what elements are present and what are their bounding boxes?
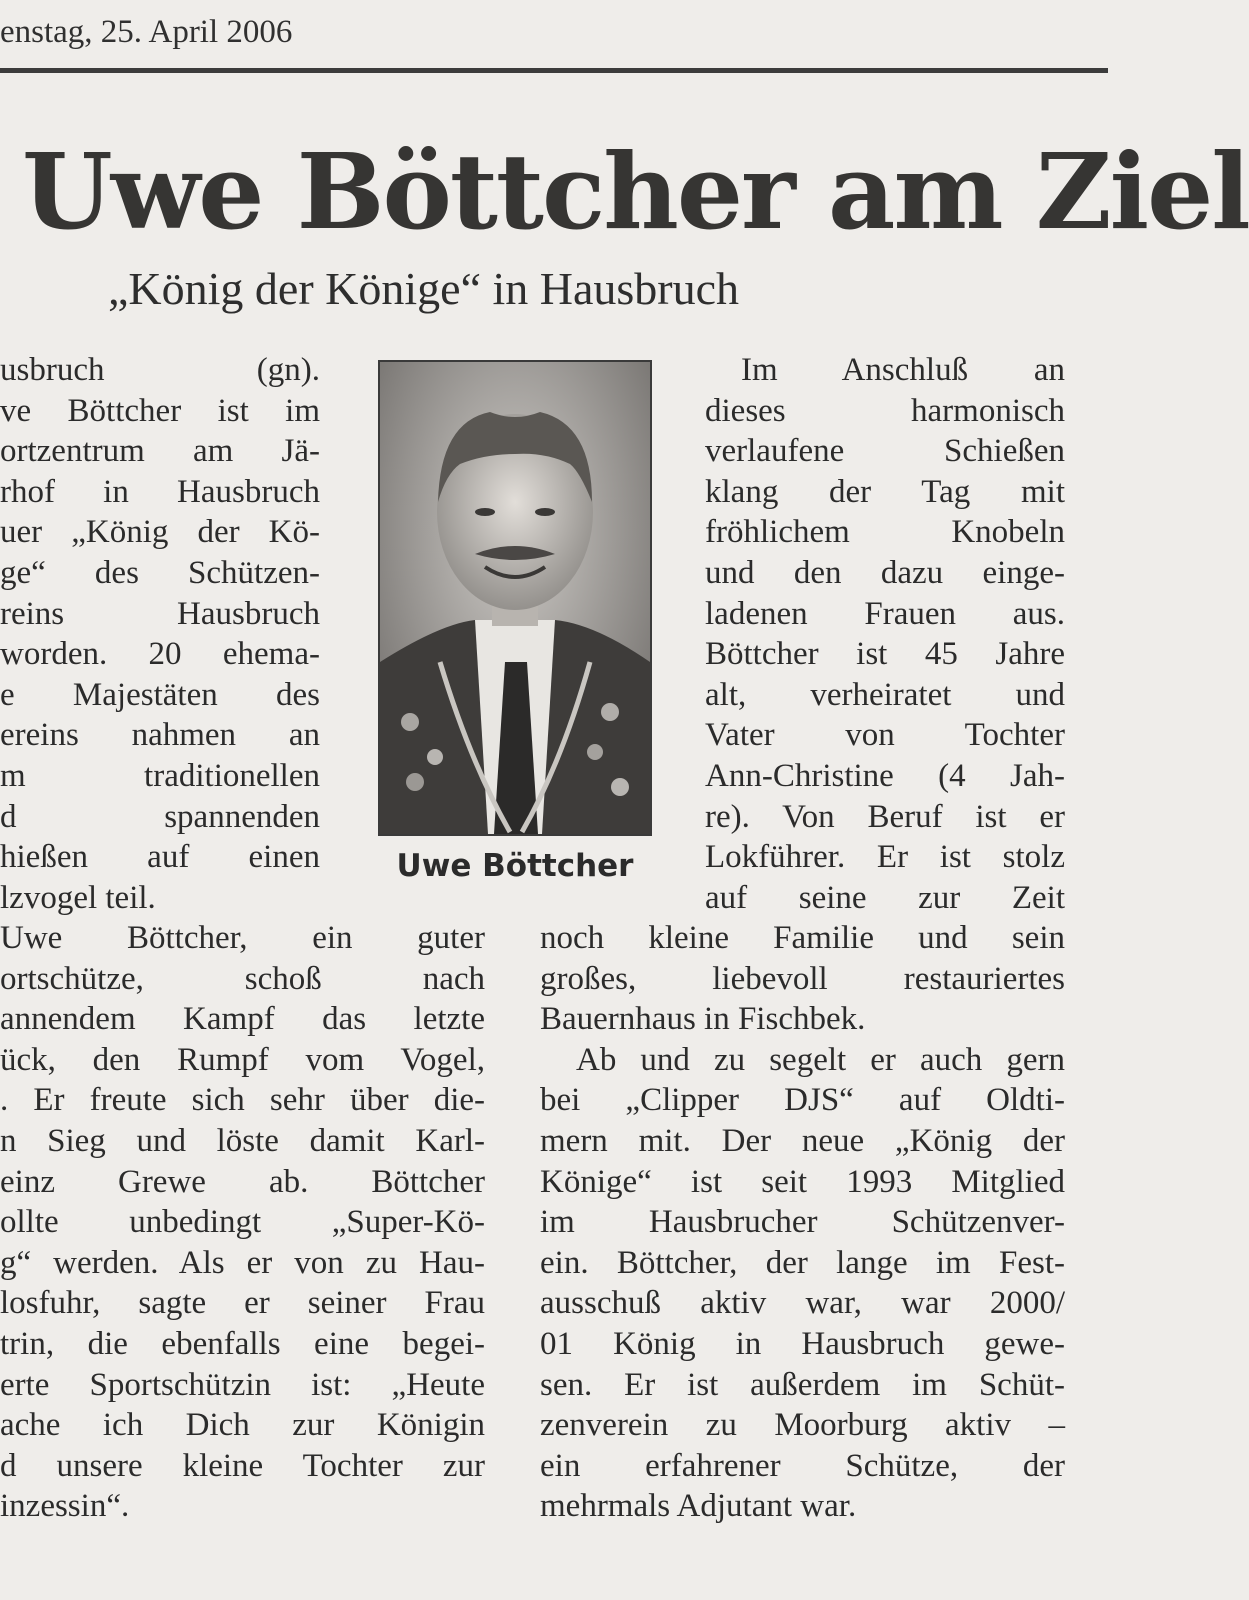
text-line: Ann-Christine (4 Jah-: [705, 757, 1065, 794]
header-rule: [0, 68, 1108, 73]
photo-caption: Uwe Böttcher: [396, 848, 634, 884]
text-line: im Hausbrucher Schützenver-: [540, 1204, 1065, 1241]
text-line: n Sieg und löste damit Karl-: [0, 1122, 485, 1159]
text-line: großes, liebevoll restauriertes: [540, 960, 1065, 997]
text-line: noch kleine Familie und sein: [540, 920, 1065, 956]
column-1-top: [0, 350, 320, 918]
text-line: reins Hausbruch: [0, 595, 320, 632]
text-line: usbruch (gn).: [0, 352, 320, 388]
text-line: m traditionellen: [0, 757, 320, 794]
text-line: Vater von Tochter: [705, 717, 1065, 754]
text-line: ück, den Rumpf vom Vogel,: [0, 1041, 485, 1078]
text-line: ollte unbedingt „Super-Kö-: [0, 1204, 485, 1241]
text-line: lzvogel teil.: [0, 879, 156, 916]
text-line: verlaufene Schießen: [705, 433, 1065, 470]
text-line: fröhlichem Knobeln: [705, 514, 1065, 551]
text-line: auf seine zur Zeit: [705, 879, 1065, 916]
text-line: Lokführer. Er ist stolz: [705, 839, 1065, 876]
text-line: ache ich Dich zur Königin: [0, 1407, 485, 1444]
text-line: uer „König der Kö-: [0, 514, 320, 551]
text-line: losfuhr, sagte er seiner Frau: [0, 1285, 485, 1322]
text-line: klang der Tag mit: [705, 473, 1065, 510]
text-line: erte Sportschützin ist: „Heute: [0, 1366, 485, 1403]
headline: Uwe Böttcher am Ziel: [22, 130, 1249, 253]
text-line: ge“ des Schützen-: [0, 554, 320, 591]
text-line: ein. Böttcher, der lange im Fest-: [540, 1244, 1065, 1281]
text-line: . Er freute sich sehr über die-: [0, 1082, 485, 1119]
column-3-top: [705, 350, 1065, 918]
text-line: mern mit. Der neue „König der: [540, 1122, 1065, 1159]
text-line: zenverein zu Moorburg aktiv –: [540, 1407, 1065, 1444]
text-line: alt, verheiratet und: [705, 676, 1065, 713]
text-line: Uwe Böttcher, ein guter: [0, 920, 485, 956]
text-line: Böttcher ist 45 Jahre: [705, 636, 1065, 673]
portrait-photo: [378, 360, 652, 836]
portrait-illustration: [380, 362, 650, 834]
text-line: Bauernhaus in Fischbek.: [540, 1001, 866, 1038]
text-line: dieses harmonisch: [705, 392, 1065, 429]
text-line: einz Grewe ab. Böttcher: [0, 1163, 485, 1200]
text-line: 01 König in Hausbruch gewe-: [540, 1325, 1065, 1362]
column-1-bottom: [0, 918, 485, 1527]
subheadline: „König der Könige“ in Hausbruch: [108, 263, 740, 314]
text-line: ortschütze, schoß nach: [0, 960, 485, 997]
dateline: enstag, 25. April 2006: [0, 14, 293, 50]
text-line: d unsere kleine Tochter zur: [0, 1447, 485, 1484]
text-line: inzessin“.: [0, 1488, 130, 1525]
text-line: rhof in Hausbruch: [0, 473, 320, 510]
text-line: bei „Clipper DJS“ auf Oldti-: [540, 1082, 1065, 1119]
text-line: ladenen Frauen aus.: [705, 595, 1065, 632]
text-line: Könige“ ist seit 1993 Mitglied: [540, 1163, 1065, 1200]
text-line: und den dazu einge-: [705, 554, 1065, 591]
text-line: d spannenden: [0, 798, 320, 835]
text-line: Ab und zu segelt er auch gern: [576, 1041, 1065, 1078]
text-line: g“ werden. Als er von zu Hau-: [0, 1244, 485, 1281]
text-line: mehrmals Adjutant war.: [540, 1488, 857, 1525]
text-line: sen. Er ist außerdem im Schüt-: [540, 1366, 1065, 1403]
text-line: trin, die ebenfalls eine begei-: [0, 1325, 485, 1362]
text-line: ein erfahrener Schütze, der: [540, 1447, 1065, 1484]
text-line: annendem Kampf das letzte: [0, 1001, 485, 1038]
text-line: worden. 20 ehema-: [0, 636, 320, 673]
text-line: ereins nahmen an: [0, 717, 320, 754]
text-line: ausschuß aktiv war, war 2000/: [540, 1285, 1065, 1322]
text-line: Im Anschluß an: [741, 352, 1065, 388]
text-line: re). Von Beruf ist er: [705, 798, 1065, 835]
text-line: hießen auf einen: [0, 839, 320, 876]
column-3-bottom: [540, 918, 1065, 1527]
text-line: ortzentrum am Jä-: [0, 433, 320, 470]
text-line: e Majestäten des: [0, 676, 320, 713]
text-line: ve Böttcher ist im: [0, 392, 320, 429]
